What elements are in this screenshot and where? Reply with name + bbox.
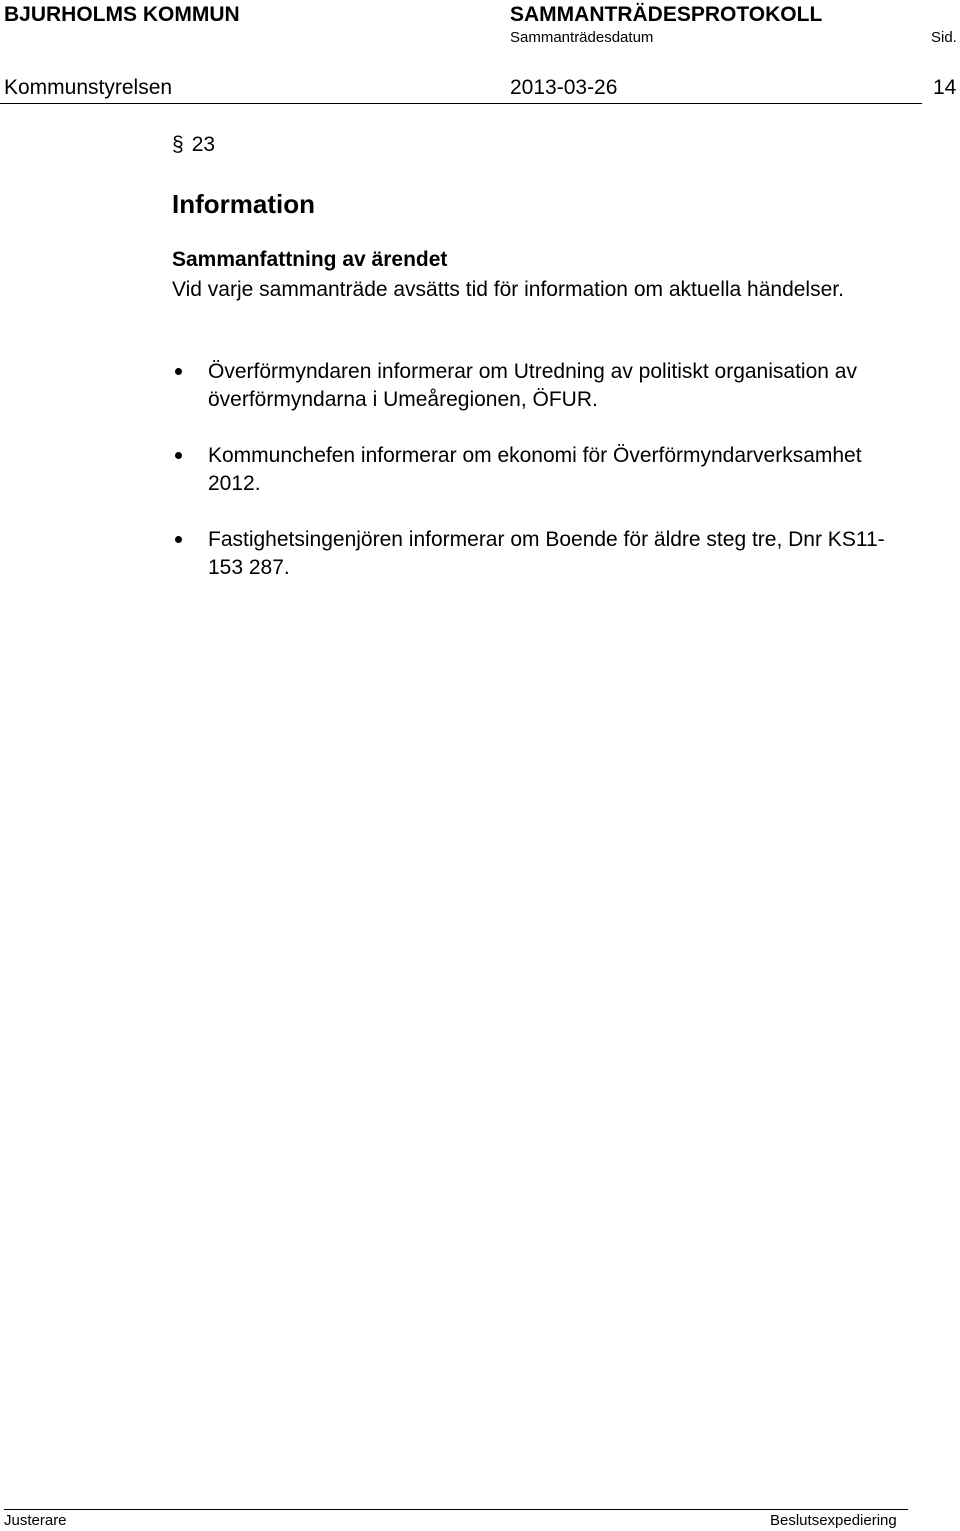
list-item (172, 526, 892, 582)
footer-divider (4, 1509, 908, 1510)
bullet-icon (175, 452, 182, 459)
summary-text: Vid varje sammanträde avsätts tid för information om aktuella händelser. (172, 278, 844, 301)
header-divider (0, 103, 922, 104)
organization-name: BJURHOLMS KOMMUN (4, 3, 240, 26)
section-number-value: 23 (191, 133, 216, 156)
meeting-date: 2013-03-26 (510, 76, 618, 99)
list-item-text: Kommunchefen informerar om ekonomi för Överförmyndarverksamhet 2012. (208, 444, 862, 495)
section-title: Information (172, 189, 315, 219)
page-number: 14 (933, 76, 957, 99)
document-type: SAMMANTRÄDESPROTOKOLL (510, 3, 823, 26)
meeting-date-label: Sammanträdesdatum (510, 29, 654, 46)
page-label: Sid. (931, 29, 957, 46)
information-list (172, 358, 892, 610)
list-item-text: Fastighetsingenjören informerar om Boende för äldre steg tre, Dnr KS11-153 287. (208, 528, 885, 579)
list-item (172, 442, 892, 498)
list-item (172, 358, 892, 414)
bullet-icon (175, 368, 182, 375)
committee-name: Kommunstyrelsen (4, 76, 173, 99)
footer-adjuster-label: Justerare (4, 1512, 67, 1529)
section-symbol: § (172, 133, 184, 156)
bullet-icon (175, 536, 182, 543)
section-number (172, 133, 215, 157)
list-item-text: Överförmyndaren informerar om Utredning av politiskt organisation av överförmyndarna i Umeåregionen, ÖFUR. (208, 360, 857, 411)
footer-dispatch-label: Beslutsexpediering (770, 1512, 897, 1529)
summary-heading: Sammanfattning av ärendet (172, 248, 448, 271)
